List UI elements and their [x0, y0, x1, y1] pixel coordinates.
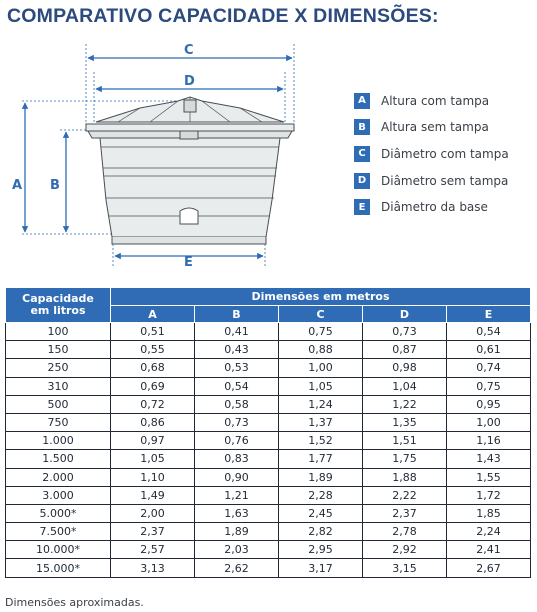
dimension-cell: 0,53 [195, 359, 279, 377]
page-title: COMPARATIVO CAPACIDADE X DIMENSÕES: [7, 5, 439, 27]
dimension-cell: 2,92 [363, 541, 447, 559]
dimension-cell: 1,37 [279, 413, 363, 431]
legend-item-c [354, 143, 509, 164]
dimension-cell: 2,78 [363, 523, 447, 541]
dimension-cell: 2,37 [111, 523, 195, 541]
table-row [6, 523, 531, 541]
dimension-cell: 0,69 [111, 377, 195, 395]
capacity-header [6, 288, 111, 323]
dimension-cell: 2,00 [111, 504, 195, 522]
dimension-cell: 1,49 [111, 486, 195, 504]
dimension-cell: 3,17 [279, 559, 363, 577]
legend-label-b: Altura sem tampa [381, 120, 489, 135]
dimension-cell: 0,86 [111, 413, 195, 431]
dimension-cell: 0,97 [111, 432, 195, 450]
dimension-cell: 0,98 [363, 359, 447, 377]
diagram-label-a: A [12, 178, 23, 193]
dimension-cell: 1,04 [363, 377, 447, 395]
legend-label-c: Diâmetro com tampa [381, 146, 509, 161]
dimension-cell: 3,15 [363, 559, 447, 577]
dimension-cell: 2,45 [279, 504, 363, 522]
capacity-cell: 100 [6, 323, 111, 341]
legend-item-d [354, 170, 509, 191]
table-row [6, 504, 531, 522]
dimension-cell: 1,43 [447, 450, 531, 468]
dimension-cell: 0,74 [447, 359, 531, 377]
dimension-cell: 2,67 [447, 559, 531, 577]
table-row [6, 323, 531, 341]
dimension-legend [354, 90, 509, 223]
capacity-cell: 2.000 [6, 468, 111, 486]
dimension-cell: 2,62 [195, 559, 279, 577]
table-row [6, 395, 531, 413]
diagram-label-e: E [184, 255, 193, 270]
column-header-e: E [447, 306, 531, 323]
dimension-cell: 0,43 [195, 341, 279, 359]
dimension-cell: 1,05 [279, 377, 363, 395]
footnote: Dimensões aproximadas. [5, 596, 144, 609]
legend-badge-e: E [354, 199, 370, 215]
dimension-cell: 0,54 [447, 323, 531, 341]
legend-badge-d: D [354, 173, 370, 189]
dimension-cell: 1,63 [195, 504, 279, 522]
capacity-cell: 150 [6, 341, 111, 359]
table-row [6, 541, 531, 559]
capacity-cell: 1.000 [6, 432, 111, 450]
dimension-cell: 0,55 [111, 341, 195, 359]
table-header-row [6, 288, 531, 306]
dimension-cell: 2,22 [363, 486, 447, 504]
table-row [6, 432, 531, 450]
dimension-cell: 0,51 [111, 323, 195, 341]
dimension-cell: 1,89 [195, 523, 279, 541]
dimension-cell: 0,61 [447, 341, 531, 359]
table-row [6, 359, 531, 377]
dimension-cell: 2,03 [195, 541, 279, 559]
dimensions-group-header: Dimensões em metros [111, 288, 531, 306]
dimensions-table [5, 287, 531, 578]
table-row [6, 450, 531, 468]
capacity-cell: 15.000* [6, 559, 111, 577]
table-row [6, 559, 531, 577]
dimension-cell: 2,82 [279, 523, 363, 541]
dimension-cell: 1,51 [363, 432, 447, 450]
dimension-cell: 1,16 [447, 432, 531, 450]
dimension-cell: 0,75 [279, 323, 363, 341]
dimension-cell: 0,87 [363, 341, 447, 359]
dimension-cell: 0,58 [195, 395, 279, 413]
dimension-cell: 2,57 [111, 541, 195, 559]
dimension-cell: 1,52 [279, 432, 363, 450]
diagram-label-b: B [50, 178, 60, 193]
dimension-cell: 1,10 [111, 468, 195, 486]
legend-badge-b: B [354, 119, 370, 135]
table-row [6, 468, 531, 486]
legend-item-a [354, 90, 509, 111]
dimension-cell: 0,75 [447, 377, 531, 395]
dimension-cell: 0,68 [111, 359, 195, 377]
column-header-c: C [279, 306, 363, 323]
dimension-cell: 0,73 [195, 413, 279, 431]
dimension-cell: 1,88 [363, 468, 447, 486]
dimension-cell: 0,88 [279, 341, 363, 359]
legend-label-a: Altura com tampa [381, 93, 490, 108]
dimension-cell: 0,95 [447, 395, 531, 413]
table-row [6, 377, 531, 395]
dimension-cell: 2,41 [447, 541, 531, 559]
table-row [6, 486, 531, 504]
dimension-cell: 1,00 [279, 359, 363, 377]
dimension-cell: 1,24 [279, 395, 363, 413]
dimension-cell: 0,41 [195, 323, 279, 341]
capacity-cell: 3.000 [6, 486, 111, 504]
dimension-cell: 1,00 [447, 413, 531, 431]
dimension-cell: 1,89 [279, 468, 363, 486]
capacity-cell: 5.000* [6, 504, 111, 522]
dimension-cell: 2,28 [279, 486, 363, 504]
diagram-label-c: C [184, 43, 194, 58]
dimension-cell: 1,21 [195, 486, 279, 504]
legend-badge-c: C [354, 146, 370, 162]
diagram-label-d: D [184, 74, 195, 89]
dimension-cell: 0,90 [195, 468, 279, 486]
column-header-d: D [363, 306, 447, 323]
dimension-cell: 2,95 [279, 541, 363, 559]
dimension-cell: 1,75 [363, 450, 447, 468]
capacity-cell: 310 [6, 377, 111, 395]
capacity-cell: 10.000* [6, 541, 111, 559]
water-tank-drawing [86, 97, 294, 244]
capacity-header-line1: Capacidade [22, 292, 94, 305]
dimension-cell: 1,77 [279, 450, 363, 468]
dimension-cell: 2,24 [447, 523, 531, 541]
dimension-cell: 0,54 [195, 377, 279, 395]
column-header-a: A [111, 306, 195, 323]
dimension-cell: 0,76 [195, 432, 279, 450]
legend-badge-a: A [354, 93, 370, 109]
dimension-cell: 1,05 [111, 450, 195, 468]
column-header-b: B [195, 306, 279, 323]
capacity-cell: 250 [6, 359, 111, 377]
table-body [6, 323, 531, 578]
legend-item-b [354, 117, 509, 138]
capacity-cell: 7.500* [6, 523, 111, 541]
dimension-cell: 0,73 [363, 323, 447, 341]
legend-label-d: Diâmetro sem tampa [381, 173, 509, 188]
capacity-header-line2: em litros [30, 304, 86, 317]
capacity-cell: 750 [6, 413, 111, 431]
legend-label-e: Diâmetro da base [381, 200, 488, 215]
dimension-cell: 1,72 [447, 486, 531, 504]
dimension-cell: 2,37 [363, 504, 447, 522]
table-row [6, 413, 531, 431]
dimension-cell: 1,35 [363, 413, 447, 431]
dimension-cell: 3,13 [111, 559, 195, 577]
dimension-cell: 1,55 [447, 468, 531, 486]
dimension-cell: 0,83 [195, 450, 279, 468]
dimension-cell: 1,22 [363, 395, 447, 413]
legend-item-e [354, 197, 509, 218]
capacity-cell: 500 [6, 395, 111, 413]
dimension-cell: 0,72 [111, 395, 195, 413]
capacity-cell: 1.500 [6, 450, 111, 468]
table-row [6, 341, 531, 359]
dimension-cell: 1,85 [447, 504, 531, 522]
